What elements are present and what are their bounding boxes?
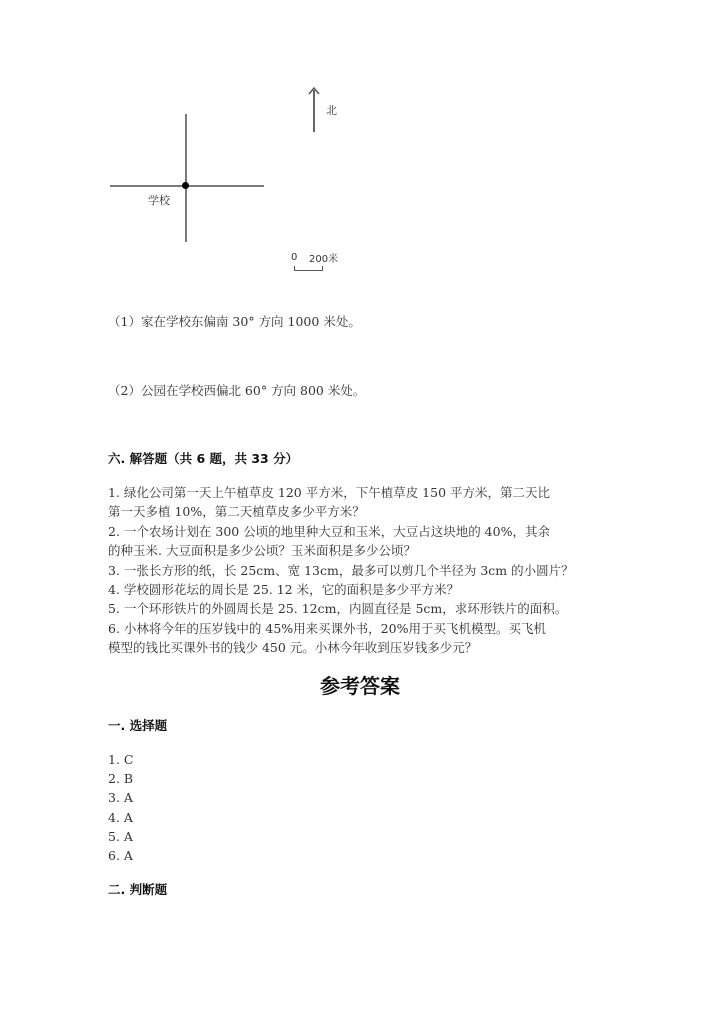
text-line: 2. 一个农场计划在 300 公顷的地里种大豆和玉米，大豆占这块地的 40%，其余	[108, 523, 550, 539]
answers-title: 参考答案	[320, 674, 400, 698]
answers-section-1-heading: 一. 选择题	[108, 718, 168, 733]
answer-item: 4. A	[108, 809, 133, 825]
north-arrow-icon	[307, 86, 321, 96]
text-line: 第一天多植 10%，第二天植草皮多少平方米？	[108, 504, 365, 520]
text-line: 模型的钱比买课外书的钱少 450 元。小林今年收到压岁钱多少元？	[108, 640, 478, 656]
answers-section-2-heading: 二. 判断题	[108, 882, 168, 897]
answer-item: 6. A	[108, 848, 133, 864]
scale-bar	[294, 266, 323, 271]
school-point	[182, 182, 189, 189]
text-line: 的种玉米. 大豆面积是多少公顷？玉米面积是多少公顷？	[108, 543, 416, 559]
question-2: （2）公园在学校西偏北 60° 方向 800 米处。	[108, 383, 366, 398]
question-1: （1）家在学校东偏南 30° 方向 1000 米处。	[108, 314, 361, 329]
answer-item: 5. A	[108, 828, 133, 844]
answers-section-1-list	[108, 750, 133, 865]
section-6-heading: 六. 解答题（共 6 题，共 33 分）	[108, 451, 299, 466]
direction-diagram	[0, 0, 720, 290]
section-6-body	[108, 483, 608, 658]
north-arrow-shaft	[313, 90, 315, 132]
text-line: 4. 学校圆形花坛的周长是 25. 12 米，它的面积是多少平方米？	[108, 582, 460, 598]
scale-zero: 0	[291, 252, 298, 263]
answer-item: 2. B	[108, 771, 134, 787]
north-south-axis	[185, 114, 187, 242]
north-label: 北	[326, 104, 337, 117]
text-line: 5. 一个环形铁片的外圆周长是 25. 12cm，内圆直径是 5cm，求环形铁片的面积。	[108, 601, 568, 617]
text-line: 6. 小林将今年的压岁钱中的 45%用来买课外书，20%用于买飞机模型。买飞机	[108, 620, 546, 636]
school-label: 学校	[148, 194, 170, 207]
answer-item: 1. C	[108, 752, 134, 767]
scale-label: 200米	[309, 254, 339, 265]
answer-item: 3. A	[108, 790, 133, 806]
text-line: 1. 绿化公司第一天上午植草皮 120 平方米，下午植草皮 150 平方米，第二天比	[108, 485, 551, 500]
text-line: 3. 一张长方形的纸，长 25cm、宽 13cm，最多可以剪几个半径为 3cm 的小圆片？	[108, 562, 574, 578]
